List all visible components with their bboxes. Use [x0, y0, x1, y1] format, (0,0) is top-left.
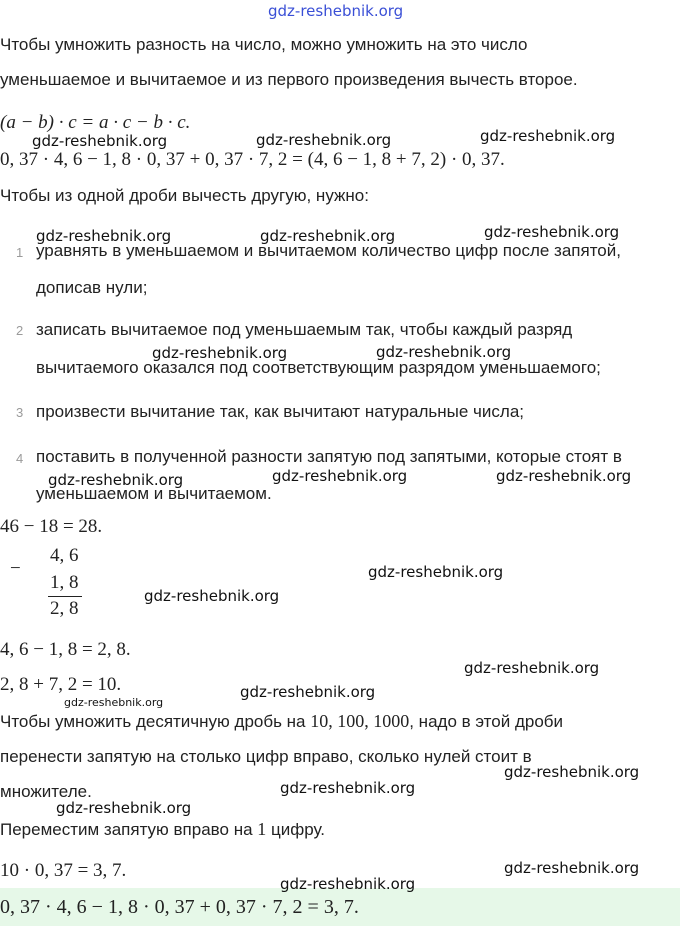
watermark: gdz-reshebnik.org [480, 127, 616, 145]
step-2-line-2: вычитаемого оказался под соответствующим разрядом уменьшаемого; [36, 358, 601, 377]
shift-comma-text: Переместим запятую вправо на 1 цифру. [0, 819, 325, 839]
subtract-heading: Чтобы из одной дроби вычесть другую, нужно: [0, 186, 369, 205]
watermark: gdz-reshebnik.org [260, 227, 396, 245]
watermark-top: gdz-reshebnik.org [268, 2, 404, 20]
decimal-rule-line-1: Чтобы умножить десятичную дробь на 10, 100, 1000, надо в этой дроби [0, 711, 564, 731]
step-1-line-1: уравнять в уменьшаемом и вычитаемом количество цифр после запятой, [36, 241, 621, 260]
watermark: gdz-reshebnik.org [280, 779, 416, 797]
column-subtrahend: 1, 8 [50, 572, 79, 593]
intro-line-2: уменьшаемое и вычитаемое и из первого произведения вычесть второе. [0, 70, 578, 89]
column-result: 2, 8 [50, 598, 79, 619]
calc-multiply-by-ten: 10 · 0, 37 = 3, 7. [0, 860, 127, 881]
watermark: gdz-reshebnik.org [256, 131, 392, 149]
watermark: gdz-reshebnik.org [464, 659, 600, 677]
watermark: gdz-reshebnik.org [240, 683, 376, 701]
watermark: gdz-reshebnik.org [32, 132, 168, 150]
column-underline [48, 596, 82, 597]
calc-integer-subtraction: 46 − 18 = 28. [0, 516, 103, 537]
step-1-line-2: дописав нули; [36, 278, 148, 297]
column-minus-sign: − [10, 558, 21, 579]
step-2-number: 2 [16, 323, 24, 338]
step-4-line-2: уменьшаемом и вычитаемом. [36, 484, 272, 503]
formula-apply: 0, 37 · 4, 6 − 1, 8 · 0, 37 + 0, 37 · 7, 2 = (4, 6 − 1, 8 + 7, 2) · 0, 37. [0, 149, 505, 170]
watermark: gdz-reshebnik.org [48, 471, 184, 489]
decimal-rule-line-2: перенести запятую на столько цифр вправо, сколько нулей стоит в [0, 747, 532, 766]
watermark: gdz-reshebnik.org [376, 343, 512, 361]
watermark: gdz-reshebnik.org [144, 587, 280, 605]
decimal-rule-line-3: множителе. [0, 782, 92, 801]
watermark: gdz-reshebnik.org [504, 859, 640, 877]
watermark: gdz-reshebnik.org [280, 875, 416, 893]
column-minuend: 4, 6 [50, 545, 79, 566]
watermark: gdz-reshebnik.org [484, 223, 620, 241]
watermark: gdz-reshebnik.org [152, 344, 288, 362]
watermark: gdz-reshebnik.org [368, 563, 504, 581]
step-3-line-1: произвести вычитание так, как вычитают натуральные числа; [36, 402, 524, 421]
intro-line-1: Чтобы умножить разность на число, можно умножить на это число [0, 35, 528, 54]
watermark: gdz-reshebnik.org [272, 467, 408, 485]
final-answer: 0, 37 · 4, 6 − 1, 8 · 0, 37 + 0, 37 · 7, 2 = 3, 7. [0, 896, 359, 918]
watermark: gdz-reshebnik.org [504, 763, 640, 781]
formula-rule: (a − b) · c = a · c − b · c. [0, 112, 191, 133]
watermark-small: gdz-reshebnik.org [64, 696, 164, 709]
step-4-number: 4 [16, 451, 24, 466]
step-1-number: 1 [16, 245, 24, 260]
watermark: gdz-reshebnik.org [496, 467, 632, 485]
watermark: gdz-reshebnik.org [36, 227, 172, 245]
calc-decimal-addition: 2, 8 + 7, 2 = 10. [0, 674, 122, 695]
calc-decimal-subtraction: 4, 6 − 1, 8 = 2, 8. [0, 639, 131, 660]
step-2-line-1: записать вычитаемое под уменьшаемым так, чтобы каждый разряд [36, 320, 573, 339]
step-3-number: 3 [16, 405, 24, 420]
watermark: gdz-reshebnik.org [56, 799, 192, 817]
step-4-line-1: поставить в полученной разности запятую под запятыми, которые стоят в [36, 447, 622, 466]
